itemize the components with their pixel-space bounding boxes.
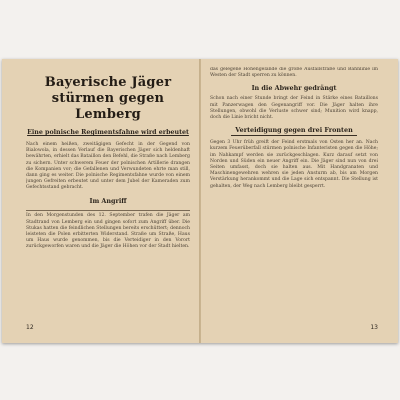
section-heading-abwehr [210,84,378,92]
page-number-left: 12 [26,324,34,331]
section-divider [26,210,190,211]
intro-paragraph: Nach einem heißen, zweitägigen Gefecht in der Gegend von Bialowola, in dessen Verlauf die Bayerischen Jäger sich heldenhaft bewährten, erhielt das Bataillon den Befehl, die Straße nach Lemberg zu sichern. Unter schwerem Feuer der polnischen Artillerie drangen die Kompanien vor; die Gefallenen und Verwundeten ehrte man still, dann ging es weiter. Die polnische Regimentsfahne wurde von einem jungen Gefreiten erbeutet und unter dem Jubel der Kameraden zum Gefechtsstand gebracht. [26,142,190,191]
defense-paragraph: Schon nach einer Stunde bringt der Feind in Stärke eines Bataillons mit Panzerwagen den Gegenangriff vor. Die Jäger halten ihre Stellungen, obwohl die Verluste schwer sind; Munition wird knapp, doch die Linie bricht nicht. [210,96,378,121]
continued-paragraph: das gelegene Höhengelände die große Ausfallstraße und Bahnlinie im Westen der Stadt sperren zu können. [210,67,378,79]
section-heading-fronten [210,126,378,136]
chapter-title [26,75,190,123]
attack-paragraph: In den Morgenstunden des 12. September trafen die Jäger am Stadtrand von Lemberg ein und gingen sofort zum Angriff über. Die Stukas hatten die feindlichen Stellungen bereits erschüttert; dennoch leisteten die Polen erbitterten Widerstand. Straße um Straße, Haus um Haus wurde genommen, bis die Verteidiger in den Vorort zurückgeworfen waren und die Jäger die Höhen vor der Stadt hielten. [26,213,190,250]
section-heading-fronten-text: Verteidigung gegen drei Fronten [231,126,356,136]
left-page [26,67,190,335]
section-heading-angriff [26,197,190,205]
chapter-title-line1: Bayerische Jäger [44,75,172,90]
book-spread [2,59,398,343]
chapter-subtitle-text: Eine polnische Regimentsfahne wird erbeutet [27,129,189,136]
right-page [210,67,378,335]
section-heading-angriff-text: Im Angriff [89,196,127,205]
section-heading-abwehr-text: In die Abwehr gedrängt [251,84,337,93]
page-number-right: 13 [370,324,378,331]
fronts-paragraph: Gegen 3 Uhr früh greift der Feind erstmals von Osten her an. Nach kurzem Feuerüberfall stürmen polnische Infanteristen gegen die Höhe; im Nahkampf werden sie zurückgeschlagen. Kurz darauf setzt von Norden und Süden ein neuer Angriff ein. Die Jäger sind nun von drei Seiten umfasst, doch sie halten aus. Mit Handgranaten und Maschinengewehren wehren sie jeden Ansturm ab, bis am Morgen Verstärkung herankommt und die Lage sich entspannt. Die Stellung ist gehalten, der Weg nach Lemberg bleibt gesperrt. [210,140,378,189]
chapter-title-line2: stürmen gegen Lemberg [51,91,165,122]
chapter-subtitle [26,129,190,136]
book-gutter [199,59,201,343]
